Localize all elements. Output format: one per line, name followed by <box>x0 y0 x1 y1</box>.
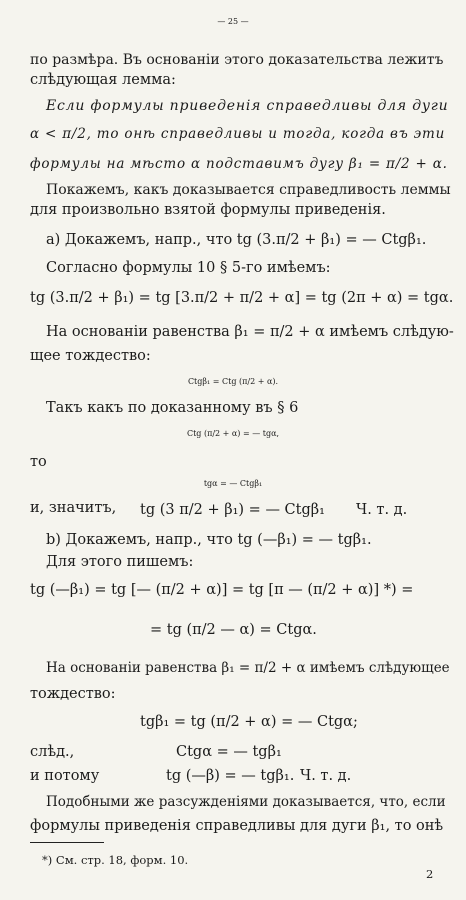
text-line: слѣд., <box>30 744 75 760</box>
text-line: и потому <box>30 768 100 784</box>
formula-line: tgα = — Ctgβ₁ <box>203 479 263 488</box>
text-line: Согласно формулы 10 § 5-го имѣемъ: <box>46 260 331 276</box>
text-line: формулы приведенія справедливы для дуги β₁, то онѣ <box>30 818 444 834</box>
lemma-line: α < π/2, то онѣ справедливы и тогда, когда въ эти <box>30 126 446 142</box>
formula-line: tgβ₁ = tg (π/2 + α) = — Ctgα; <box>140 714 358 730</box>
footnote: *) См. стр. 18, форм. 10. <box>42 853 189 867</box>
text-line: b) Докажемъ, напр., что tg (—β₁) = — tgβ₁. <box>46 532 372 548</box>
text-line: a) Докажемъ, напр., что tg (3.π/2 + β₁) = — Ctgβ₁. <box>46 232 427 248</box>
text-line: то <box>30 454 47 470</box>
formula-line: tg (3.π/2 + β₁) = tg [3.π/2 + π/2 + α] = tg (2π + α) = tgα. <box>30 290 454 306</box>
text-line: Покажемъ, какъ доказывается справедливость леммы <box>46 182 451 198</box>
formula-line: = tg (π/2 — α) = Ctgα. <box>150 622 317 638</box>
formula-line: tg (—β₁) = tg [— (π/2 + α)] = tg [π — (π/2 + α)] *) = <box>30 582 414 598</box>
text-line: На основаніи равенства β₁ = π/2 + α имѣемъ слѣдую- <box>46 324 454 340</box>
formula-line: Ctgβ₁ = Ctg (π/2 + α). <box>187 377 279 386</box>
lemma-line: формулы на мѣсто α подставимъ дугу β₁ = π/2 + α. <box>30 156 448 172</box>
text-line: Подобными же разсужденіями доказывается, что, если <box>46 794 446 810</box>
formula-line: Ctg (π/2 + α) = — tgα, <box>186 429 280 438</box>
text-line: тождество: <box>30 686 116 702</box>
page-header: — 25 — <box>217 17 249 26</box>
text-line: по размѣра. Въ основаніи этого доказательства лежитъ <box>30 52 444 68</box>
lemma-line: Если формулы приведенія справедливы для дуги <box>46 98 449 114</box>
text-line: Такъ какъ по доказанному въ § 6 <box>46 400 299 416</box>
formula-line: Ctgα = — tgβ₁ <box>176 744 282 760</box>
signature-mark: 2 <box>426 867 434 881</box>
text-line: На основаніи равенства β₁ = π/2 + α имѣемъ слѣдующее <box>46 660 450 676</box>
formula-line: tg (3 π/2 + β₁) = — Ctgβ₁ <box>140 502 325 518</box>
qed-mark: Ч. т. д. <box>300 768 352 784</box>
text-line: слѣдующая лемма: <box>30 72 176 88</box>
text-line: и, значитъ, <box>30 500 117 516</box>
formula-line: tg (—β) = — tgβ₁. <box>166 768 295 784</box>
footnote-rule <box>30 842 104 843</box>
text-line: для произвольно взятой формулы приведенія. <box>30 202 386 218</box>
qed-mark: Ч. т. д. <box>356 502 408 518</box>
text-line: Для этого пишемъ: <box>46 554 194 570</box>
text-line: щее тождество: <box>30 348 151 364</box>
